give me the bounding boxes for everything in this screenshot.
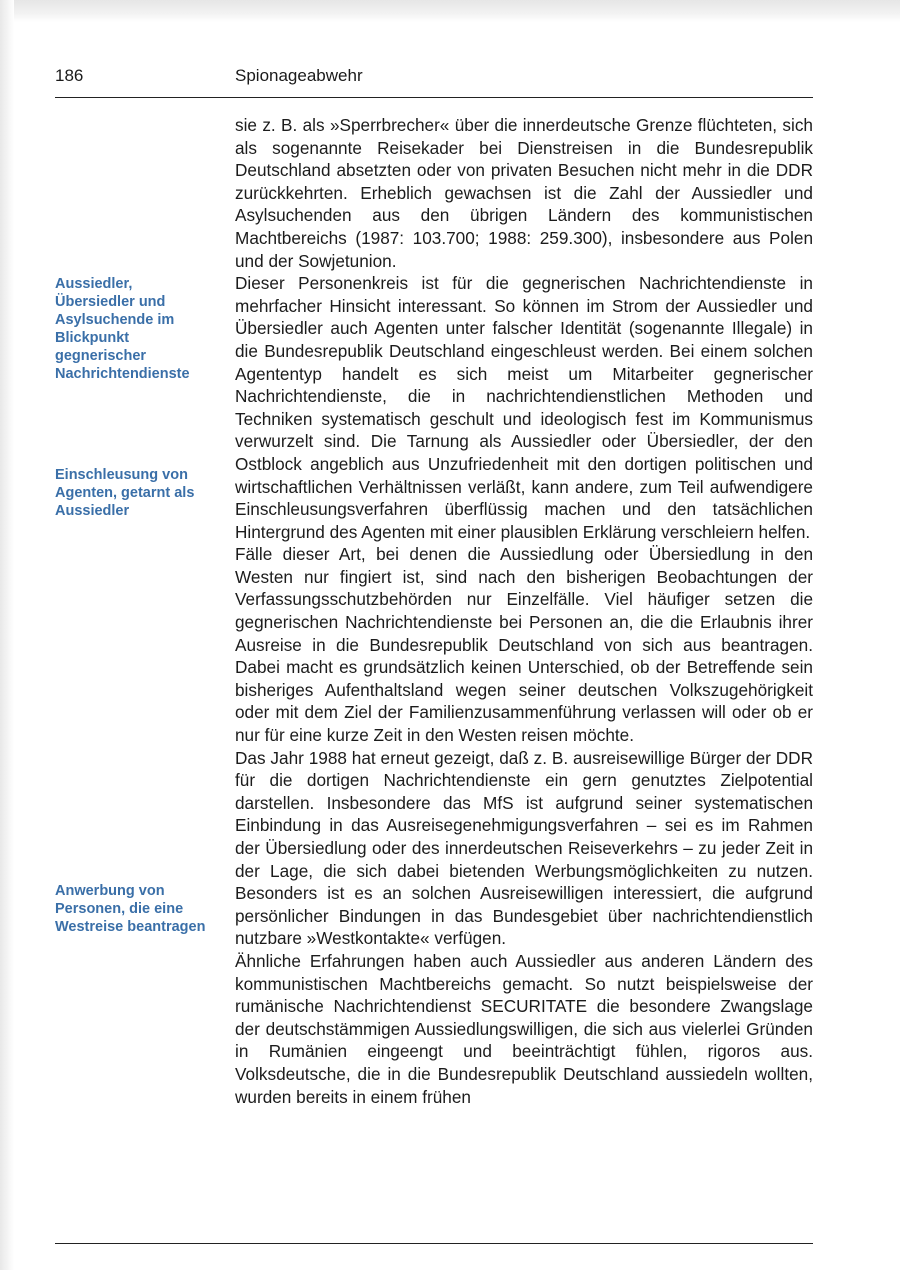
paragraph: Dieser Personenkreis ist für die gegnerischen Nachrichtendienste in mehrfacher Hinsicht interessant. So können im Strom der Aussiedler und Übersiedler auch Agenten unter falscher Identität (sogenannte Illegale) in die Bundesrepublik Deutschland eingeschleust werden. Bei einem solchen Agententyp handelt es sich meist um Mitarbeiter gegnerischer Nachrichtendienste, die in nachrichtendienstlichen Methoden und Techniken systematisch geschult und ideologisch fest im Kommunismus verwurzelt sind. Die Tarnung als Aussiedler oder Übersiedler, der den Ostblock angeblich aus Unzufriedenheit mit den dortigen politischen und wirtschaftlichen Verhältnissen verläßt, kann andere, zum Teil aufwendigere Einschleusungsverfahren überflüssig machen und den tatsächlichen Hintergrund des Agenten mit einer plausiblen Erklärung verschleiern helfen. xyxy=(235,273,813,542)
scan-shadow-left xyxy=(0,0,14,1270)
footer-rule xyxy=(55,1243,813,1244)
margin-note: Aussiedler, Übersiedler und Asylsuchende im Blickpunkt gegnerischer Nachrichtendienste xyxy=(55,276,190,382)
paragraph: Ähnliche Erfahrungen haben auch Aussiedler aus anderen Ländern des kommunistischen Machtbereichs gemacht. So nutzt beispielsweise der rumänische Nachrichtendienst SECURITATE die besondere Zwangslage der deutschstämmigen Aussiedlungswilligen, die sich aus vielerlei Gründen in Rumänien eingeengt und beeinträchtigt fühlen, rigoros aus. Volksdeutsche, die in die Bundesrepublik Deutschland aussiedeln wollten, wurden bereits in einem frühen xyxy=(235,950,813,1107)
running-header xyxy=(55,66,813,96)
paragraph: Das Jahr 1988 hat erneut gezeigt, daß z. B. ausreisewillige Bürger der DDR für die dortigen Nachrichtendienste ein gern genutztes Zielpotential darstellen. Insbesondere das MfS ist aufgrund seiner systematischen Einbindung in das Ausreisegenehmigungsverfahren – sei es im Rahmen der Übersiedlung oder des innerdeutschen Reiseverkehrs – zu jeder Zeit in der Lage, die sich dabei bietenden Werbungsmöglichkeiten zu nutzen. Besonders ist es an solchen Ausreisewilligen interessiert, die aufgrund persönlicher Bindungen in das Bundesgebiet über nachrichtendienstlich nutzbare »Westkontakte« verfügen. xyxy=(235,747,813,949)
running-title: Spionageabwehr xyxy=(235,66,363,85)
paragraph: Fälle dieser Art, bei denen die Aussiedlung oder Übersiedlung in den Westen nur fingiert ist, sind nach den bisherigen Beobachtungen der Verfassungsschutzbehörden nur Einzelfälle. Viel häufiger setzen die gegnerischen Nachrichtendienste bei Personen an, die die Erlaubnis ihrer Ausreise in die Bundesrepublik Deutschland von sich aus beantragen. Dabei macht es grundsätzlich keinen Unterschied, ob der Betreffende sein bisheriges Aufenthaltsland wegen seiner deutschen Volkszugehörigkeit oder mit dem Ziel der Familienzusammenführung verlassen will oder ob er nur für eine kurze Zeit in den Westen reisen möchte. xyxy=(235,544,813,746)
page-number: 186 xyxy=(55,66,84,85)
header-rule xyxy=(55,97,813,98)
body-text xyxy=(235,114,813,1108)
margin-note: Einschleusung von Agenten, getarnt als Aussiedler xyxy=(55,467,195,519)
margin-note: Anwerbung von Personen, die eine Westreise beantragen xyxy=(55,883,206,935)
scan-shadow-top xyxy=(0,0,900,22)
paragraph: sie z. B. als »Sperrbrecher« über die innerdeutsche Grenze flüchteten, sich als sogenannte Reisekader bei Dienstreisen in die Bundesrepublik Deutschland absetzten oder von privaten Besuchen nicht mehr in die DDR zurückkehrten. Erheblich gewachsen ist die Zahl der Aussiedler und Asylsuchenden aus den übrigen Ländern des kommunistischen Machtbereichs (1987: 103.700; 1988: 259.300), insbesondere aus Polen und der Sowjetunion. xyxy=(235,115,813,271)
